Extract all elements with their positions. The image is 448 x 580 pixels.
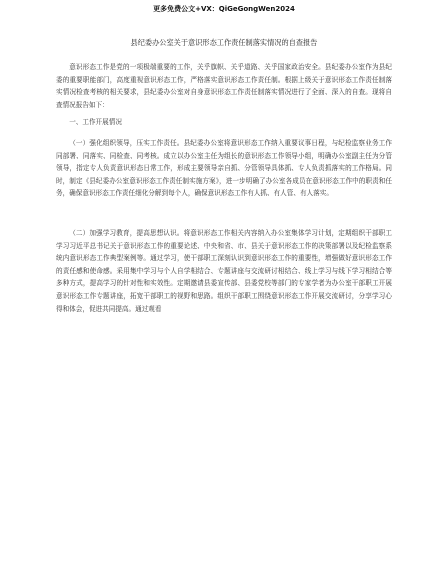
document-title: 县纪委办公室关于意识形态工作责任制落实情况的自查报告 xyxy=(130,38,318,47)
paragraph-spacer xyxy=(56,205,392,227)
section-heading-work-status: 一、工作开展情况 xyxy=(69,118,122,127)
intro-paragraph: 意识形态工作是党的一项极端重要的工作，关乎旗帜、关乎道路、关乎国家政治安全。县纪委办公室作为县纪委的重要职能部门，高度重视意识形态工作，严格落实意识形态工作责任制。根据上级关于意识形态工作责任制落实情况检查考核的相关要求，县纪委办公室对自身意识形态工作责任制落实情况进行了全面、深入的自查。现将自查情况报告如下： xyxy=(56,63,392,109)
item-paragraph-study: （二）加强学习教育，提高思想认识。将意识形态工作相关内容纳入办公室集体学习计划，定期组织干部职工学习习近平总书记关于意识形态工作的重要论述、中央和省、市、县关于意识形态工作的决策部署以及纪检监察系统内意识形态工作典型案例等。通过学习，使干部职工深刻认识到意识形态工作的重要性，增强做好意识形态工作的责任感和使命感。采用集中学习与个人自学相结合、专题讲座与交流研讨相结合、线上学习与线下学习相结合等多种方式，提高学习的针对性和实效性。定期邀请县委宣传部、县委党校等部门的专家学者为办公室干部职工开展意识形态工作专题讲座，拓宽干部职工的视野和思路。组织干部职工围绕意识形态工作开展交流研讨，分享学习心得和体会，促进共同提高。通过观看 xyxy=(56,228,392,313)
item-paragraph-organization: （一）强化组织领导，压实工作责任。县纪委办公室将意识形态工作纳入重要议事日程，与纪检监察业务工作同部署、同落实、同检查、同考核。成立以办公室主任为组长的意识形态工作领导小组，明确办公室副主任为分管领导，指定专人负责意识形态日常工作，形成主要领导亲自抓、分管领导具体抓、专人负责抓落实的工作格局。同时，制定《县纪委办公室意识形态工作责任制实施方案》，进一步明确了办公室各成员在意识形态工作中的职责和任务，确保意识形态工作责任细化分解到每个人，确保意识形态工作有人抓、有人管、有人落实。 xyxy=(56,138,392,198)
promo-banner: 更多免费公文+VX：QiGeGongWen2024 xyxy=(153,5,295,13)
document-page xyxy=(56,38,392,320)
